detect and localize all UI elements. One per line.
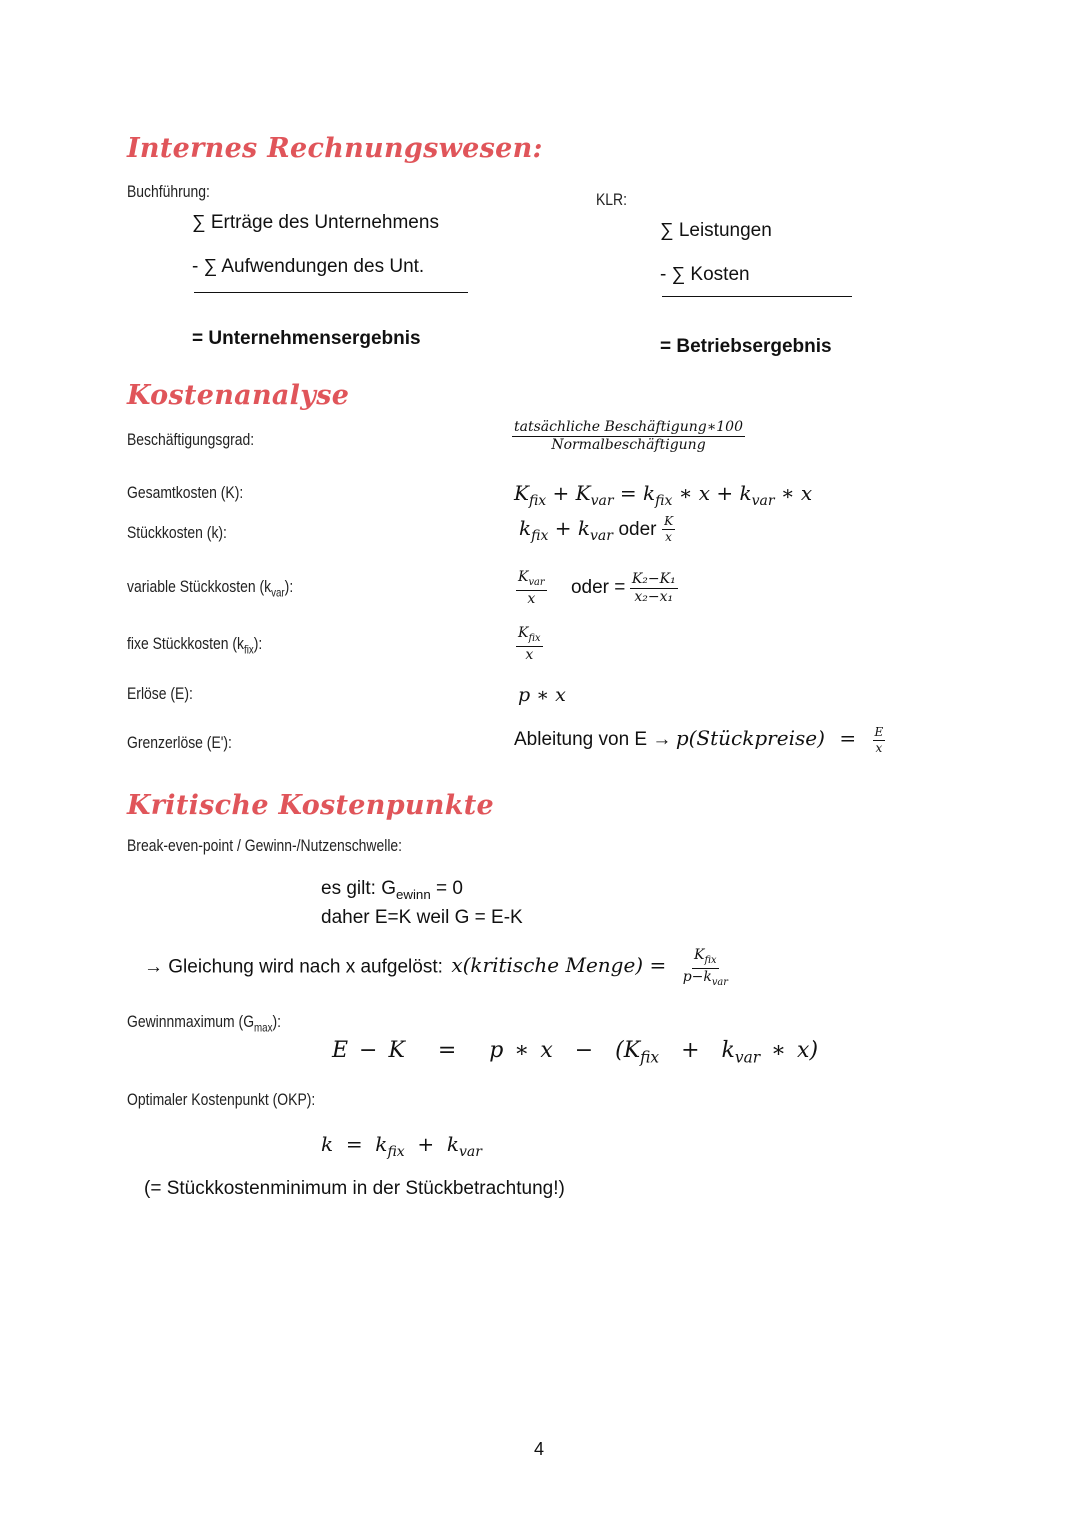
formula-gesamtkosten: $K_{fix} + K_{var} = k_{fix}$ ∗ $x + k_{var}$ ∗ x xyxy=(514,481,813,509)
formula-variable-stueckkosten: $\frac{K_{var}}{x}$ oder = $\frac{\text{K₂−K₁}}{\text{x₂−x₁}}$ xyxy=(518,569,676,607)
text-okp-note: (= Stückkostenminimum in der Stückbetrachtung!) xyxy=(144,1178,565,1199)
label-gewinnmaximum: Gewinnmaximum $(G_{max})$: xyxy=(127,1012,281,1035)
formula-erloese: p ∗ x xyxy=(518,684,566,706)
label-grenzerloese: Grenzerlöse (E'): xyxy=(127,733,232,752)
label-klr: KLR: xyxy=(596,190,627,209)
word-oder: oder xyxy=(618,518,657,540)
label-beschaeftigungsgrad: Beschäftigungsgrad: xyxy=(127,430,255,449)
text-ableitung: Ableitung von E → xyxy=(514,729,672,750)
sum-rule-buchfuehrung xyxy=(194,292,468,293)
text-betriebsergebnis: = Betriebsergebnis xyxy=(660,336,832,357)
heading-internes-rechnungswesen: Internes Rechnungswesen: xyxy=(127,133,543,164)
heading-kostenanalyse: Kostenanalyse xyxy=(127,380,350,411)
formula-okp: $k = k_{fix} + k_{var}$ xyxy=(321,1132,482,1160)
beschaeftigungsgrad-numerator: tatsächliche Beschäftigung∗100 xyxy=(512,420,745,437)
label-erloese: Erlöse (E): xyxy=(127,684,193,703)
text-kritische-menge: x(kritische Menge) = xyxy=(451,953,667,978)
text-kosten: - ∑ Kosten xyxy=(660,264,750,285)
text-stueckpreise: p(Stückpreise) xyxy=(675,726,825,750)
beschaeftigungsgrad-denominator: Normalbeschäftigung xyxy=(551,437,706,454)
text-es-gilt: es gilt: $G_{ewinn} = 0$ xyxy=(321,878,463,902)
label-variable-stueckkosten: variable Stückkosten $(k_{var})$: xyxy=(127,577,294,600)
formula-gewinnmaximum: E − K = p ∗ $x - (K_{fix} + k_{var}$ ∗ x) xyxy=(332,1038,819,1067)
text-unternehmensergebnis: = Unternehmensergebnis xyxy=(192,328,421,349)
heading-kritische-kostenpunkte: Kritische Kostenpunkte xyxy=(127,790,494,821)
label-stueckkosten: Stückkosten (k): xyxy=(127,523,227,542)
word-oder-eq: oder = xyxy=(570,576,626,598)
text-aufwendungen: - ∑ Aufwendungen des Unt. xyxy=(192,256,425,277)
page-number: 4 xyxy=(534,1439,545,1459)
formula-beschaeftigungsgrad xyxy=(512,420,745,454)
label-gesamtkosten: Gesamtkosten (K): xyxy=(127,483,244,502)
text-leistungen: ∑ Leistungen xyxy=(660,220,772,241)
text-gleichung: → Gleichung wird nach x aufgelöst: xyxy=(144,956,443,978)
formula-grenzerloese: Ableitung von E → p(Stückpreise) = $\frac{E}{x}$ xyxy=(514,725,884,756)
text-ertraege: ∑ Erträge des Unternehmens xyxy=(192,212,439,233)
label-fixe-stueckkosten: fixe Stückkosten $(k_{fix})$: xyxy=(127,634,263,657)
label-break-even-point: Break-even-point / Gewinn-/Nutzenschwelle: xyxy=(127,836,403,855)
formula-kritische-menge: → Gleichung wird nach x aufgelöst: x(kritische Menge) = $\frac{K_{fix}}{p-k_{var}}$ xyxy=(144,947,728,988)
label-buchfuehrung: Buchführung: xyxy=(127,182,210,201)
formula-fixe-stueckkosten: $\frac{K_{fix}}{x}$ xyxy=(518,625,541,663)
sum-rule-klr xyxy=(662,296,852,297)
text-daher: daher E=K weil G = E-K xyxy=(321,907,523,928)
label-optimaler-kostenpunkt: Optimaler Kostenpunkt (OKP): xyxy=(127,1090,316,1109)
formula-stueckkosten: $k_{fix} + k_{var}$ oder $\frac{K}{x}$ xyxy=(519,514,674,545)
